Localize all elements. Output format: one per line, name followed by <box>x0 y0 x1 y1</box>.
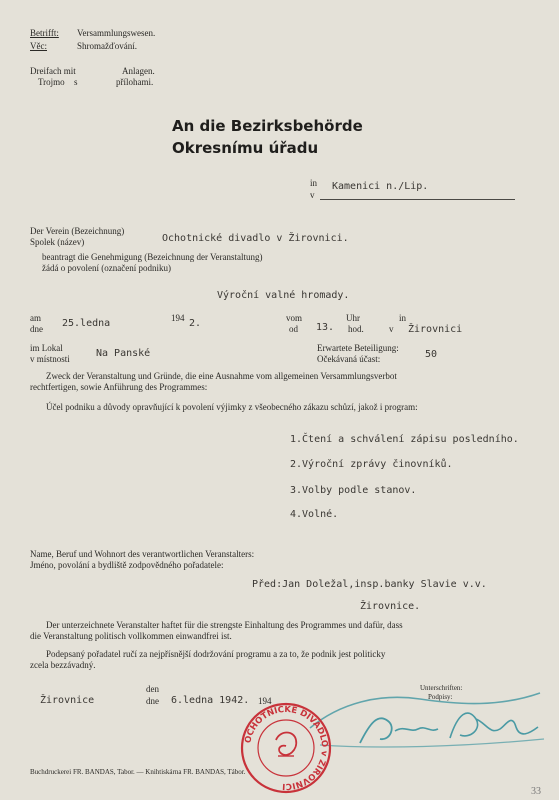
authority-place: Kamenici n./Lip. <box>332 181 429 192</box>
od-label: od <box>289 324 298 334</box>
zweck-de-line-2: rechtfertigen, sowie Anführung des Programmes: <box>30 382 208 392</box>
printer-footer: Buchdruckerei FR. BANDAS, Tabor. — Knihtiskárna FR. BANDAS, Tábor. <box>30 768 246 776</box>
event-name: Výroční valné hromady. <box>217 290 350 301</box>
handwritten-signature <box>300 683 550 753</box>
uhr-label: Uhr <box>346 313 360 323</box>
signing-place: Žirovnice <box>40 695 95 706</box>
program-item-3: 3.Volby podle stanov. <box>290 485 417 496</box>
program-item-2: 2.Výroční zprávy činovníků. <box>290 459 453 470</box>
title-line-1: An die Bezirksbehörde <box>172 117 363 135</box>
beantragt-label: beantragt die Genehmigung (Bezeichnung der Veranstaltung) <box>42 252 263 262</box>
year-prefix: 194 <box>171 313 185 323</box>
in-label: in <box>310 178 318 188</box>
verein-label-cz: Spolek (název) <box>30 237 85 247</box>
v-label-date: v <box>389 324 394 334</box>
anlagen-label: Anlagen. <box>122 66 155 76</box>
title-line-2: Okresnímu úřadu <box>172 139 319 157</box>
verein-label-de: Der Verein (Bezeichnung) <box>30 226 125 236</box>
betrifft-label: Betrifft: <box>30 28 59 38</box>
venue-name: Na Panské <box>96 348 151 359</box>
event-day: 25.ledna <box>62 318 111 329</box>
place-underline <box>320 199 515 200</box>
dne-label: dne <box>30 324 43 334</box>
declaration-cz-line-1: Podepsaný pořadatel ručí za nejpřísnější dodržování programu a za to, že podnik jest politicky <box>46 649 386 659</box>
vec-label: Věc: <box>30 41 47 51</box>
attendance-count: 50 <box>425 349 438 360</box>
am-label: am <box>30 313 41 323</box>
association-stamp <box>236 700 336 796</box>
betrifft-value: Versammlungswesen. <box>77 28 156 38</box>
program-item-4: 4.Volné. <box>290 509 339 520</box>
year-suffix: 2. <box>189 318 202 329</box>
dreifach-label: Dreifach mit <box>30 66 76 76</box>
declaration-de-line-2: die Veranstaltung politisch vollkommen einwandfrei ist. <box>30 631 232 641</box>
veranstalter-de: Name, Beruf und Wohnort des verantwortlichen Veranstalters: <box>30 549 255 559</box>
declaration-de-line-1: Der unterzeichnete Veranstalter haftet für die strengste Einhaltung des Programmes und dafür, dass <box>46 620 403 630</box>
organizer-town: Žirovnice. <box>360 601 421 612</box>
zweck-cz: Účel podniku a důvody opravňující k povolení výjimky z všeobecného zákazu schůzí, jakož i program: <box>46 402 418 412</box>
vec-value: Shromažďování. <box>77 41 138 51</box>
dne-label-signing: dne <box>146 696 159 706</box>
program-item-1: 1.Čtení a schválení zápisu posledního. <box>290 434 519 445</box>
association-name: Ochotnické divadlo v Žirovnici. <box>162 233 349 244</box>
prilohami-label: přílohami. <box>116 77 154 87</box>
den-label: den <box>146 684 159 694</box>
podpisy-label: Podpisy: <box>428 693 453 701</box>
v-label: v <box>310 190 315 200</box>
lokal-label-de: im Lokal <box>30 343 63 353</box>
in-label-date: in <box>399 313 407 323</box>
signing-date: 6.ledna 1942. <box>171 695 250 706</box>
hod-label: hod. <box>348 324 364 334</box>
trojmo-label: Trojmo <box>38 77 65 87</box>
organizer-name: Před:Jan Doležal,insp.banky Slavie v.v. <box>252 579 487 590</box>
s-label: s <box>74 77 78 87</box>
page-number: 33 <box>531 786 541 797</box>
veranstalter-cz: Jméno, povolání a bydliště zodpovědného pořadatele: <box>30 560 224 570</box>
event-town: Žirovnici <box>408 324 463 335</box>
zweck-de-line-1: Zweck der Veranstaltung und Gründe, die eine Ausnahme vom allgemeinen Versammlungsverbot <box>46 371 397 381</box>
zada-label: žádá o povolení (označení podniku) <box>42 263 171 273</box>
event-hour: 13. <box>316 322 335 333</box>
unterschriften-label: Unterschriften: <box>420 684 463 692</box>
lokal-label-cz: v místnosti <box>30 354 70 364</box>
stamp-text: OCHOTNICKÉ DIVADLO v ŽIROVNICI <box>243 704 330 792</box>
erwartete-label: Erwartete Beteiligung: <box>317 343 399 353</box>
signing-year-prefix: 194 <box>258 696 272 706</box>
declaration-cz-line-2: zcela bezzávadný. <box>30 660 96 670</box>
ocekavana-label: Očekávaná účast: <box>317 354 381 364</box>
vom-label: vom <box>286 313 303 323</box>
